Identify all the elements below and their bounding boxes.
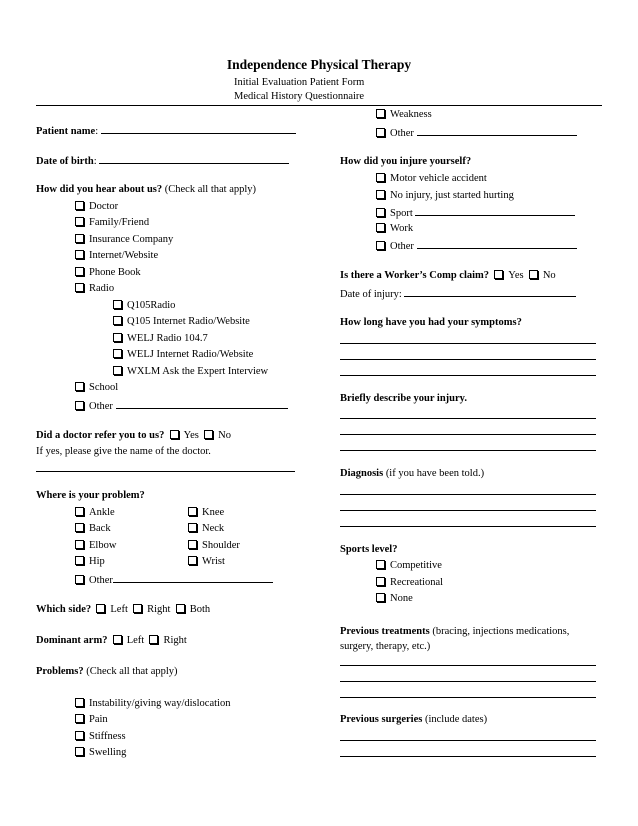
patient-name-field[interactable]: Patient name: — [36, 124, 296, 138]
hear-label: How did you hear about us? — [36, 184, 163, 195]
hear-note: (Check all that apply) — [164, 184, 257, 195]
treatments-line[interactable] — [340, 681, 596, 682]
checkbox-icon[interactable] — [176, 604, 185, 613]
option-label: Weakness — [390, 109, 432, 120]
checkbox-icon[interactable] — [494, 270, 503, 279]
option-label: Back — [89, 523, 111, 534]
injure-question: How did you injure yourself? — [340, 156, 472, 167]
checkbox-icon[interactable] — [188, 556, 197, 565]
radio-option[interactable] — [113, 316, 250, 328]
option-label: Competitive — [390, 560, 442, 571]
other-line[interactable] — [417, 126, 577, 136]
injure-option[interactable] — [376, 190, 514, 202]
form-title: Independence Physical Therapy — [226, 57, 412, 72]
treatments-question — [340, 626, 569, 638]
diagnosis-line[interactable] — [340, 510, 596, 511]
option-label: Recreational — [390, 577, 444, 588]
diagnosis-label: Diagnosis — [340, 468, 384, 479]
dominant-label: Dominant arm? — [36, 635, 108, 646]
checkbox-icon[interactable] — [376, 593, 385, 602]
problems-label: Problems? — [36, 666, 84, 677]
side-question — [36, 604, 210, 616]
option-label: Insurance Company — [89, 234, 174, 245]
problem-option-other[interactable] — [75, 573, 273, 587]
option-label: Wrist — [202, 556, 225, 567]
injure-option[interactable] — [376, 239, 577, 253]
option-label: No injury, just started hurting — [390, 190, 514, 201]
option-label: Other — [390, 241, 414, 252]
option-label: None — [390, 593, 413, 604]
option-label: Pain — [89, 714, 108, 725]
treatments-label: Previous treatments — [340, 626, 430, 637]
option-label: Work — [390, 223, 414, 234]
injure-option[interactable] — [376, 173, 487, 185]
option-label: Phone Book — [89, 267, 141, 278]
checkbox-icon[interactable] — [188, 523, 197, 532]
radio-option[interactable] — [113, 366, 268, 378]
doctor-refer-question — [36, 430, 231, 442]
surgeries-line[interactable] — [340, 740, 596, 741]
checkbox-icon[interactable] — [188, 507, 197, 516]
checkbox-icon[interactable] — [376, 223, 385, 232]
checkbox-icon[interactable] — [96, 604, 105, 613]
checkbox-icon[interactable] — [75, 556, 84, 565]
treatments-note: (bracing, injections medications, — [432, 626, 570, 637]
describe-line[interactable] — [340, 450, 596, 451]
option-label: Elbow — [89, 540, 117, 551]
sports-question: Sports level? — [340, 544, 398, 555]
problem-option[interactable] — [75, 540, 116, 552]
problems-option[interactable] — [75, 714, 108, 726]
option-label: Left — [110, 604, 128, 615]
checkbox-icon[interactable] — [75, 714, 84, 723]
checkbox-icon[interactable] — [75, 747, 84, 756]
checkbox-icon[interactable] — [376, 128, 385, 137]
dob-line[interactable] — [99, 154, 289, 164]
sports-option[interactable] — [376, 577, 443, 589]
yes-label: Yes — [508, 270, 524, 281]
patient-name-line[interactable] — [101, 124, 296, 134]
option-label: Q105Radio — [127, 300, 176, 311]
problem-question: Where is your problem? — [36, 490, 145, 501]
describe-line[interactable] — [340, 434, 596, 435]
surgeries-note: (include dates) — [424, 714, 488, 725]
weakness-option[interactable] — [376, 109, 432, 121]
problems-option[interactable] — [75, 698, 230, 710]
workers-comp-label: Is there a Worker’s Comp claim? — [340, 270, 490, 281]
checkbox-icon[interactable] — [376, 577, 385, 586]
option-label: Motor vehicle accident — [390, 173, 487, 184]
checkbox-icon[interactable] — [75, 217, 84, 226]
option-label: Swelling — [89, 747, 127, 758]
doctor-name-line[interactable] — [36, 471, 295, 472]
checkbox-icon[interactable] — [75, 283, 84, 292]
checkbox-icon[interactable] — [113, 333, 122, 342]
hear-option-other[interactable] — [75, 399, 288, 413]
workers-comp-question — [340, 270, 556, 282]
problem-option[interactable] — [188, 507, 224, 519]
problems-option[interactable] — [75, 747, 126, 759]
side-label: Which side? — [36, 604, 92, 615]
checkbox-icon[interactable] — [75, 234, 84, 243]
option-label: Knee — [202, 507, 225, 518]
problem-option[interactable] — [188, 556, 225, 568]
checkbox-icon[interactable] — [75, 698, 84, 707]
checkbox-icon[interactable] — [113, 349, 122, 358]
diagnosis-question — [340, 468, 484, 480]
form-subtitle: Initial Evaluation Patient Form — [234, 77, 365, 88]
option-label: Neck — [202, 523, 225, 534]
option-label: Q105 Internet Radio/Website — [127, 316, 250, 327]
option-label: Instability/giving way/dislocation — [89, 698, 231, 709]
injure-option[interactable] — [376, 223, 413, 235]
dob-label: Date of birth — [36, 156, 94, 167]
dominant-question — [36, 635, 187, 647]
radio-option[interactable] — [113, 300, 175, 312]
checkbox-icon[interactable] — [113, 635, 122, 644]
checkbox-icon[interactable] — [170, 430, 179, 439]
option-label: Sport — [390, 208, 413, 219]
option-label: Left — [126, 635, 145, 646]
radio-option[interactable] — [113, 333, 208, 345]
dob-field[interactable]: Date of birth: — [36, 154, 289, 168]
date-injury-label: Date of injury: — [340, 289, 402, 300]
treatments-line[interactable] — [340, 665, 596, 666]
problem-option[interactable] — [188, 523, 224, 535]
option-label: WXLM Ask the Expert Interview — [127, 366, 269, 377]
hear-option[interactable] — [75, 250, 158, 262]
header-divider — [36, 105, 602, 106]
checkbox-icon[interactable] — [376, 173, 385, 182]
hear-option[interactable] — [75, 217, 149, 229]
option-label: WELJ Internet Radio/Website — [127, 349, 254, 360]
other-line[interactable] — [116, 399, 288, 409]
checkbox-icon[interactable] — [188, 540, 197, 549]
problem-option[interactable] — [75, 523, 111, 535]
option-label: School — [89, 382, 119, 393]
form-subtitle-2: Medical History Questionnaire — [234, 91, 365, 102]
checkbox-icon[interactable] — [75, 731, 84, 740]
checkbox-icon[interactable] — [75, 401, 84, 410]
problems-note: (Check all that apply) — [86, 666, 178, 677]
checkbox-icon[interactable] — [376, 109, 385, 118]
checkbox-icon[interactable] — [376, 208, 385, 217]
option-label: Other — [89, 575, 113, 586]
checkbox-icon[interactable] — [376, 560, 385, 569]
hear-question — [36, 184, 256, 196]
surgeries-label: Previous surgeries — [340, 714, 423, 725]
checkbox-icon[interactable] — [133, 604, 142, 613]
checkbox-icon[interactable] — [75, 523, 84, 532]
hear-option[interactable] — [75, 283, 114, 295]
checkbox-icon[interactable] — [376, 241, 385, 250]
checkbox-icon[interactable] — [113, 300, 122, 309]
hear-option[interactable] — [75, 267, 141, 279]
sports-option[interactable] — [376, 560, 442, 572]
checkbox-icon[interactable] — [75, 250, 84, 259]
symptoms-question: How long have you had your symptoms? — [340, 317, 522, 328]
hear-option[interactable] — [75, 234, 173, 246]
option-label: Ankle — [89, 507, 115, 518]
symptoms-line[interactable] — [340, 359, 596, 360]
checkbox-icon[interactable] — [113, 316, 122, 325]
treatments-line[interactable] — [340, 697, 596, 698]
other-line[interactable] — [113, 573, 273, 583]
diagnosis-line[interactable] — [340, 526, 596, 527]
problems-question — [36, 666, 178, 678]
checkbox-icon[interactable] — [149, 635, 158, 644]
checkbox-icon[interactable] — [529, 270, 538, 279]
checkbox-icon[interactable] — [75, 507, 84, 516]
describe-line[interactable] — [340, 418, 596, 419]
problem-option[interactable] — [75, 556, 105, 568]
sports-option[interactable] — [376, 593, 413, 605]
option-label: Internet/Website — [89, 250, 159, 261]
yes-label: Yes — [183, 430, 199, 441]
problems-option[interactable] — [75, 731, 126, 743]
option-label: WELJ Radio 104.7 — [127, 333, 208, 344]
diagnosis-note: (if you have been told.) — [385, 468, 485, 479]
sport-line[interactable] — [415, 206, 575, 216]
symptoms-line[interactable] — [340, 375, 596, 376]
injure-option[interactable] — [376, 206, 575, 220]
surgeries-line[interactable] — [340, 756, 596, 757]
option-label: Right — [163, 635, 187, 646]
radio-option[interactable] — [113, 349, 253, 361]
checkbox-icon[interactable] — [75, 201, 84, 210]
problem-option[interactable] — [188, 540, 240, 552]
option-label: Stiffness — [89, 731, 126, 742]
option-label: Radio — [89, 283, 115, 294]
doctor-name-note: If yes, please give the name of the doctor. — [36, 446, 211, 457]
patient-name-label: Patient name — [36, 126, 96, 137]
checkbox-icon[interactable] — [75, 382, 84, 391]
option-label: Family/Friend — [89, 217, 150, 228]
option-label: Other — [390, 128, 414, 139]
doctor-refer-label: Did a doctor refer you to us? — [36, 430, 165, 441]
problem-option[interactable] — [75, 507, 115, 519]
hear-option[interactable] — [75, 201, 118, 213]
treatments-note-2: surgery, therapy, etc.) — [340, 641, 431, 652]
checkbox-icon[interactable] — [204, 430, 213, 439]
no-label: No — [542, 270, 556, 281]
option-label: Both — [189, 604, 211, 615]
date-injury-line[interactable] — [404, 287, 576, 297]
option-label: Shoulder — [202, 540, 240, 551]
checkbox-icon[interactable] — [75, 267, 84, 276]
option-label: Right — [147, 604, 171, 615]
checkbox-icon[interactable] — [75, 540, 84, 549]
other-line[interactable] — [417, 239, 577, 249]
option-label: Hip — [89, 556, 105, 567]
date-injury-field[interactable] — [340, 287, 576, 301]
describe-question: Briefly describe your injury. — [340, 393, 467, 404]
hear-option-school[interactable] — [75, 382, 118, 394]
option-label: Doctor — [89, 201, 119, 212]
no-label: No — [218, 430, 231, 441]
symptoms-line[interactable] — [340, 343, 596, 344]
checkbox-icon[interactable] — [376, 190, 385, 199]
checkbox-icon[interactable] — [113, 366, 122, 375]
checkbox-icon[interactable] — [75, 575, 84, 584]
surgeries-question — [340, 714, 487, 726]
option-label: Other — [89, 401, 113, 412]
diagnosis-line[interactable] — [340, 494, 596, 495]
other-option[interactable] — [376, 126, 577, 140]
